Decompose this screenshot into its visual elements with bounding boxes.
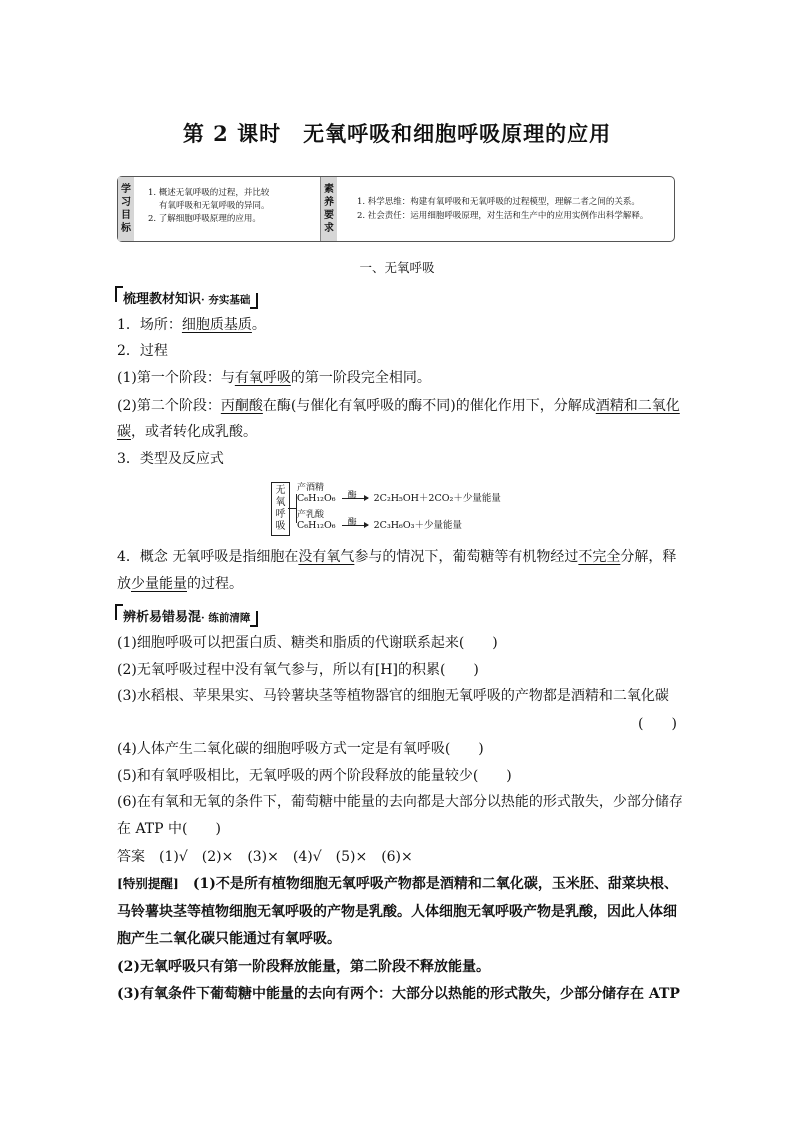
tip-line-4: (2)无氧呼吸只有第一阶段释放能量，第二阶段不释放能量。 bbox=[117, 959, 490, 975]
question-3-paren: ( ) bbox=[638, 716, 677, 732]
literacy-requirements-list bbox=[337, 177, 674, 241]
question-4: (4)人体产生二氧化碳的细胞呼吸方式一定是有氧呼吸( ) bbox=[117, 741, 484, 757]
reaction-alcohol: 产酒精 C₆H₁₂O₆ 酶 2C₂H₅OH＋2CO₂＋少量能量 bbox=[297, 483, 501, 504]
question-1: (1)细胞呼吸可以把蛋白质、糖类和脂质的代谢联系起来( ) bbox=[117, 635, 498, 651]
page-title: 第 2 课时 无氧呼吸和细胞呼吸原理的应用 bbox=[182, 121, 612, 146]
knowledge-line-stage2-cont: 碳，或者转化成乳酸。 bbox=[117, 424, 257, 440]
knowledge-line-types: 3．类型及反应式 bbox=[117, 451, 224, 467]
knowledge-line-stage1: (1)第一个阶段：与有氧呼吸的第一阶段完全相同。 bbox=[117, 370, 431, 386]
reaction-lactic-acid: 产乳酸 C₆H₁₂O₆ 酶 2C₃H₆O₃＋少量能量 bbox=[297, 510, 462, 531]
question-2: (2)无氧呼吸过程中没有氧气参与，所以有[H]的积累( ) bbox=[117, 662, 479, 678]
knowledge-line-concept: 4．概念 无氧呼吸是指细胞在没有氧气参与的情况下，葡萄糖等有机物经过不完全分解，释 bbox=[117, 549, 677, 565]
tip-line-5: (3)有氧条件下葡萄糖中能量的去向有两个：大部分以热能的形式散失，少部分储存在 ATP bbox=[117, 986, 680, 1002]
reaction-label: 无 氧 呼 吸 bbox=[271, 482, 290, 536]
question-6: (6)在有氧和无氧的条件下，葡萄糖中能量的去向都是大部分以热能的形式散失，少部分储存 bbox=[117, 794, 683, 810]
answer-line: 答案 (1)√ (2)× (3)× (4)√ (5)× (6)× bbox=[117, 849, 413, 865]
tip-line-1: [特别提醒] (1)不是所有植物细胞无氧呼吸产物都是酒精和二氧化碳，玉米胚、甜菜块根、 bbox=[117, 876, 678, 892]
goal-item: 有氧呼吸和无氧呼吸的异同。 bbox=[159, 201, 270, 211]
knowledge-line-process: 2．过程 bbox=[117, 343, 168, 359]
block-heading-discrimination: 辨析易错易混· 练前清障 bbox=[117, 606, 256, 625]
learning-goals-box bbox=[117, 176, 675, 242]
goal-item: 1. 概述无氧呼吸的过程，并比较 bbox=[148, 188, 270, 198]
requirement-item: 1. 科学思维：构建有氧呼吸和无氧呼吸的过程模型，理解二者之间的关系。 bbox=[357, 197, 640, 207]
learning-goals-tag: 学 习 目 标 bbox=[118, 177, 134, 241]
knowledge-line-stage2: (2)第二个阶段：丙酮酸在酶(与催化有氧呼吸的酶不同)的催化作用下，分解成酒精和二氧化 bbox=[117, 398, 680, 414]
requirement-item: 2. 社会责任：运用细胞呼吸原理，对生活和生产中的应用实例作出科学解释。 bbox=[357, 211, 649, 221]
section-title: 一、无氧呼吸 bbox=[359, 260, 435, 275]
knowledge-line-concept-cont: 放少量能量的过程。 bbox=[117, 576, 243, 592]
goal-item: 2. 了解细胞呼吸原理的应用。 bbox=[148, 214, 261, 224]
question-3: (3)水稻根、苹果果实、马铃薯块茎等植物器官的细胞无氧呼吸的产物都是酒精和二氧化碳 bbox=[117, 688, 669, 704]
reaction-equations bbox=[271, 482, 527, 536]
question-5: (5)和有氧呼吸相比，无氧呼吸的两个阶段释放的能量较少( ) bbox=[117, 768, 512, 784]
knowledge-line-location: 1．场所：细胞质基质。 bbox=[117, 317, 266, 333]
tip-line-2: 马铃薯块茎等植物细胞无氧呼吸的产物是乳酸。人体细胞无氧呼吸产物是乳酸，因此人体细 bbox=[117, 904, 677, 920]
learning-goals-list bbox=[134, 177, 321, 241]
question-6-cont: 在 ATP 中( ) bbox=[117, 821, 221, 837]
block-heading-knowledge: 梳理教材知识· 夯实基础 bbox=[117, 288, 256, 307]
literacy-requirements-tag: 素 养 要 求 bbox=[321, 177, 337, 241]
tip-label: [特别提醒] bbox=[117, 876, 179, 891]
tip-line-3: 胞产生二氧化碳只能通过有氧呼吸。 bbox=[117, 931, 341, 947]
